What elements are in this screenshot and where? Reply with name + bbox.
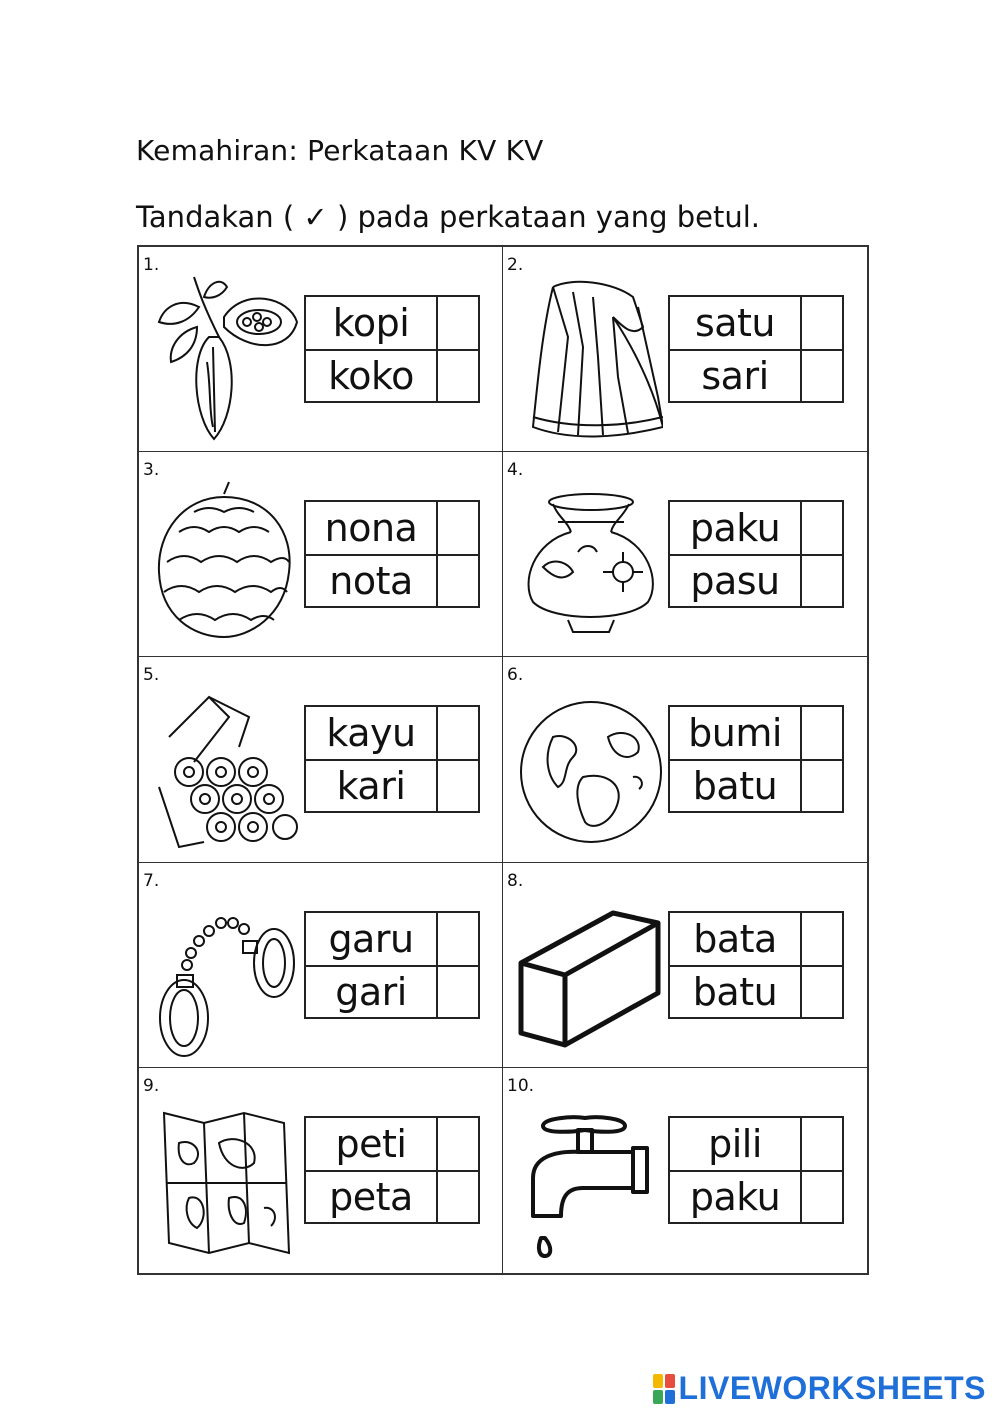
answer-options: [668, 705, 844, 813]
logo-mark-icon: [653, 1374, 675, 1404]
answer-options: [668, 1116, 844, 1224]
tick-box[interactable]: [802, 913, 842, 965]
tick-box[interactable]: [802, 761, 842, 811]
option-word: sari: [670, 351, 802, 401]
question-number: 10.: [507, 1075, 535, 1096]
question-number: 1.: [143, 255, 160, 275]
option-word: gari: [306, 967, 438, 1017]
question-cell: [503, 247, 867, 452]
question-number: 3.: [143, 460, 160, 481]
answer-options: [668, 500, 844, 608]
vase-icon: [513, 472, 663, 652]
question-number: 9.: [143, 1075, 160, 1096]
question-cell: [503, 863, 867, 1068]
question-number: 7.: [143, 870, 160, 891]
question-number: 8.: [507, 870, 524, 891]
saree-icon: [513, 267, 663, 447]
tick-box[interactable]: [438, 556, 478, 606]
answer-options: [304, 911, 480, 1019]
faucet-icon: [513, 1088, 663, 1268]
tick-box[interactable]: [802, 297, 842, 349]
question-cell: [503, 452, 867, 657]
skill-heading: Kemahiran: Perkataan KV KV: [136, 134, 544, 167]
question-number: 5.: [143, 665, 160, 686]
option-word: peta: [306, 1172, 438, 1222]
option-word: batu: [670, 967, 802, 1017]
option-word: nona: [306, 502, 438, 554]
handcuffs-icon: [149, 883, 299, 1063]
option-word: paku: [670, 502, 802, 554]
option-word: bata: [670, 913, 802, 965]
question-number: 4.: [507, 460, 524, 481]
tick-box[interactable]: [438, 1118, 478, 1170]
tick-box[interactable]: [802, 502, 842, 554]
tick-box[interactable]: [802, 967, 842, 1017]
tick-box[interactable]: [438, 707, 478, 759]
answer-options: [304, 1116, 480, 1224]
question-cell: [139, 657, 503, 862]
answer-options: [304, 705, 480, 813]
option-word: paku: [670, 1172, 802, 1222]
logs-icon: [149, 677, 299, 857]
answer-options: [668, 911, 844, 1019]
custard-apple-icon: [149, 472, 299, 652]
tick-box[interactable]: [438, 761, 478, 811]
option-word: batu: [670, 761, 802, 811]
option-word: peti: [306, 1118, 438, 1170]
tick-box[interactable]: [438, 297, 478, 349]
option-word: kari: [306, 761, 438, 811]
answer-options: [304, 295, 480, 403]
question-cell: [139, 863, 503, 1068]
tick-box[interactable]: [438, 913, 478, 965]
option-word: bumi: [670, 707, 802, 759]
globe-icon: [513, 677, 663, 857]
question-cell: [139, 247, 503, 452]
question-cell: [503, 1068, 867, 1273]
option-word: garu: [306, 913, 438, 965]
instruction-text: Tandakan ( ✓ ) pada perkataan yang betul.: [136, 200, 761, 234]
option-word: pasu: [670, 556, 802, 606]
tick-box[interactable]: [802, 1172, 842, 1222]
tick-box[interactable]: [802, 1118, 842, 1170]
option-word: kopi: [306, 297, 438, 349]
tick-box[interactable]: [802, 556, 842, 606]
brick-icon: [513, 883, 663, 1063]
tick-box[interactable]: [802, 707, 842, 759]
tick-box[interactable]: [438, 1172, 478, 1222]
question-cell: [139, 452, 503, 657]
tick-box[interactable]: [438, 967, 478, 1017]
question-number: 6.: [507, 665, 524, 686]
tick-box[interactable]: [438, 351, 478, 401]
question-cell: [139, 1068, 503, 1273]
option-word: nota: [306, 556, 438, 606]
question-number: 2.: [507, 255, 524, 275]
option-word: satu: [670, 297, 802, 349]
map-icon: [149, 1088, 299, 1268]
answer-options: [668, 295, 844, 403]
option-word: koko: [306, 351, 438, 401]
brand-name: LIVEWORKSHEETS: [678, 1370, 986, 1406]
liveworksheets-logo: [653, 1370, 986, 1407]
tick-box[interactable]: [438, 502, 478, 554]
option-word: pili: [670, 1118, 802, 1170]
question-cell: [503, 657, 867, 862]
answer-options: [304, 500, 480, 608]
worksheet-grid: [137, 245, 869, 1275]
tick-box[interactable]: [802, 351, 842, 401]
option-word: kayu: [306, 707, 438, 759]
cocoa-icon: [149, 267, 299, 447]
